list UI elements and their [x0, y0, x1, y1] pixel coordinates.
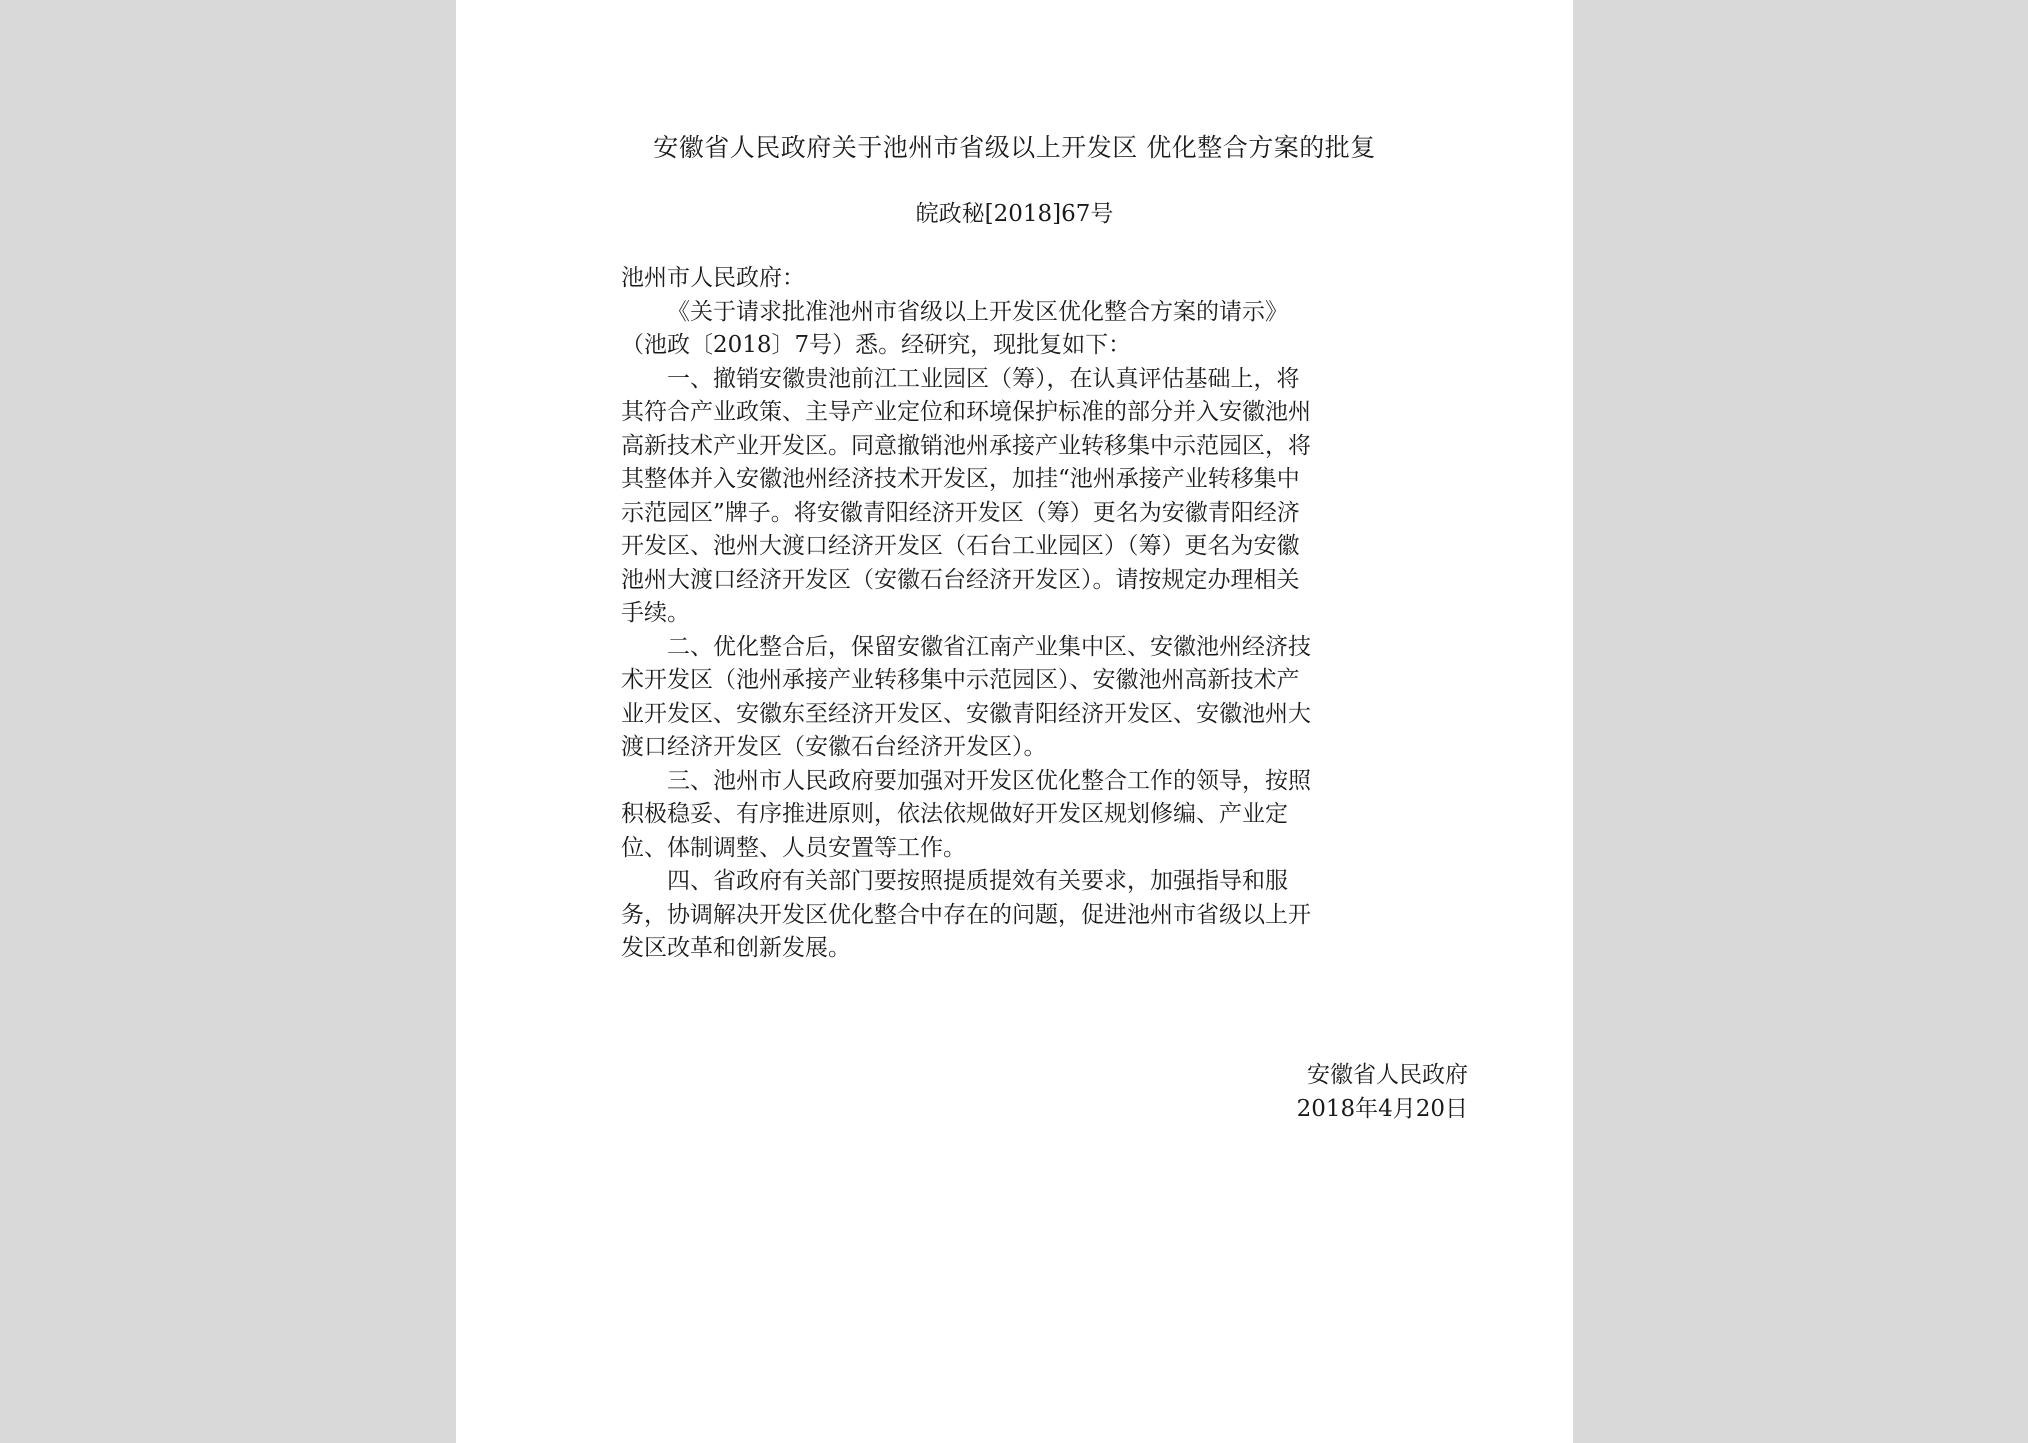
body-paragraphs	[621, 296, 1391, 966]
body-line: 发区改革和创新发展。	[621, 935, 851, 961]
body-line: 示范园区”牌子。将安徽青阳经济开发区（筹）更名为安徽青阳经济	[621, 499, 1300, 526]
issue-date: 2018年4月20日	[1296, 1095, 1468, 1122]
body-line: 开发区、池州大渡口经济开发区（石台工业园区）（筹）更名为安徽	[621, 533, 1300, 559]
body-line: 术开发区（池州承接产业转移集中示范园区）、安徽池州高新技术产	[621, 667, 1300, 693]
body-line: 二、优化整合后，保留安徽省江南产业集中区、安徽池州经济技	[667, 633, 1311, 660]
body-line: 《关于请求批准池州市省级以上开发区优化整合方案的请示》	[667, 298, 1288, 325]
signatory: 安徽省人民政府	[1307, 1062, 1468, 1088]
body-line: 积极稳妥、有序推进原则，依法依规做好开发区规划修编、产业定	[621, 801, 1288, 827]
body-line: 务，协调解决开发区优化整合中存在的问题，促进池州市省级以上开	[621, 901, 1311, 928]
body-line: 池州大渡口经济开发区（安徽石台经济开发区）。请按规定办理相关	[621, 566, 1300, 593]
addressee: 池州市人民政府：	[621, 265, 805, 291]
document-number: 皖政秘[2018]67号	[915, 201, 1114, 227]
body-line: 其整体并入安徽池州经济技术开发区，加挂“池州承接产业转移集中	[621, 466, 1300, 492]
body-line: （池政〔2018〕7号）悉。经研究，现批复如下：	[621, 332, 1132, 358]
document-body	[621, 262, 1391, 966]
body-line: 手续。	[621, 600, 690, 626]
body-line: 其符合产业政策、主导产业定位和环境保护标准的部分并入安徽池州	[621, 399, 1311, 425]
body-line: 渡口经济开发区（安徽石台经济开发区）。	[621, 734, 1047, 760]
body-line: 一、撤销安徽贵池前江工业园区（筹），在认真评估基础上，将	[667, 365, 1300, 392]
body-line: 业开发区、安徽东至经济开发区、安徽青阳经济开发区、安徽池州大	[621, 700, 1311, 727]
signature-block	[1297, 1058, 1468, 1125]
body-line: 四、省政府有关部门要按照提质提效有关要求，加强指导和服	[667, 868, 1288, 894]
document-title: 安徽省人民政府关于池州市省级以上开发区 优化整合方案的批复	[653, 133, 1376, 162]
body-line: 位、体制调整、人员安置等工作。	[621, 834, 966, 861]
document-page	[456, 0, 1573, 1443]
body-line: 三、池州市人民政府要加强对开发区优化整合工作的领导，按照	[667, 767, 1311, 794]
body-line: 高新技术产业开发区。同意撤销池州承接产业转移集中示范园区，将	[621, 432, 1311, 459]
